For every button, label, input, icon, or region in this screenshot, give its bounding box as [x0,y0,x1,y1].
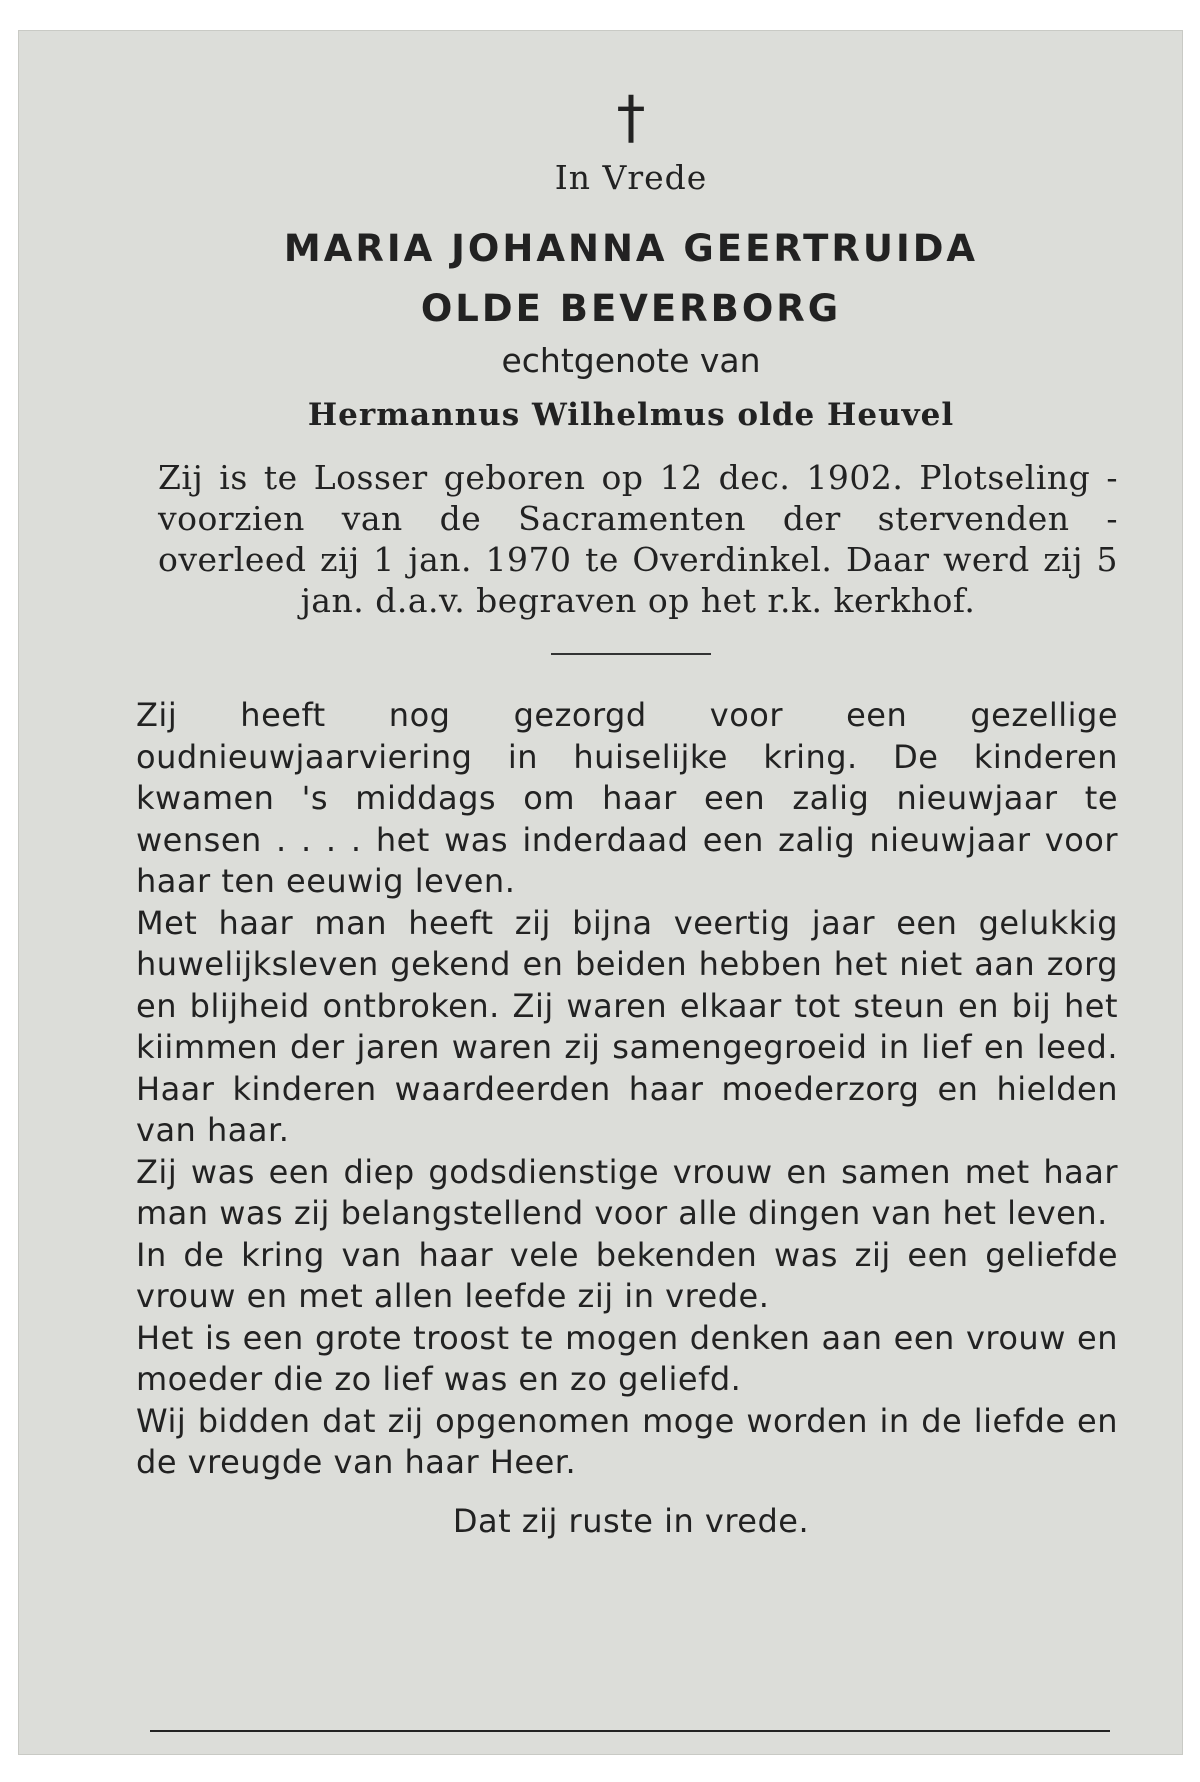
name-line-2: OLDE BEVERBORG [420,287,842,330]
deceased-name [136,219,1126,339]
paragraph: Met haar man heeft zij bijna veertig jaar een gelukkig huwelijksleven gekend en beiden hebben het niet aan zorg en blijheid ontbroken. Zij waren elkaar tot steun en bij het kiimmen der jaren waren zij samengegroeid in lief en leed. Haar kinderen waardeerden haar moederzorg en hielden van haar. [136,903,1118,1149]
memorial-text [136,695,1126,1484]
cross-icon: † [616,83,646,151]
spouse-name: Hermannus Wilhelmus olde Heuvel [307,397,955,433]
divider [551,653,711,655]
bottom-rule [150,1730,1110,1732]
paragraph: Het is een grote troost te mogen denken aan een vrouw en moeder die zo lief was en zo geliefd. [136,1318,1118,1398]
heading: In Vrede [554,158,708,197]
paragraph: Zij heeft nog gezorgd voor een gezellige oudnieuwjaarviering in huiselijke kring. De kinderen kwamen 's middags om haar een zalig nieuwjaar te wensen . . . . het was inderdaad een zalig nieuwjaar voor haar ten eeuwig leven. [136,696,1118,900]
biography: Zij is te Losser geboren op 12 dec. 1902. Plotseling - voorzien van de Sacramenten der stervenden - overleed zij 1 jan. 1970 te Overdinkel. Daar werd zij 5 jan. d.a.v. begraven op het r.k. kerkhof. [158,458,1118,620]
paragraph: Wij bidden dat zij opgenomen moge worden in de liefde en de vreugde van haar Heer. [136,1401,1118,1481]
memorial-card [18,30,1183,1755]
name-line-1: MARIA JOHANNA GEERTRUIDA [283,227,979,270]
paragraph: Zij was een diep godsdienstige vrouw en samen met haar man was zij belangstellend voor alle dingen van het leven. [136,1152,1118,1232]
spouse-label: echtgenote van [501,341,761,380]
paragraph: In de kring van haar vele bekenden was zij een geliefde vrouw en met allen leefde zij in vrede. [136,1235,1118,1315]
closing-line: Dat zij ruste in vrede. [452,1501,810,1540]
card-content [136,60,1126,1540]
